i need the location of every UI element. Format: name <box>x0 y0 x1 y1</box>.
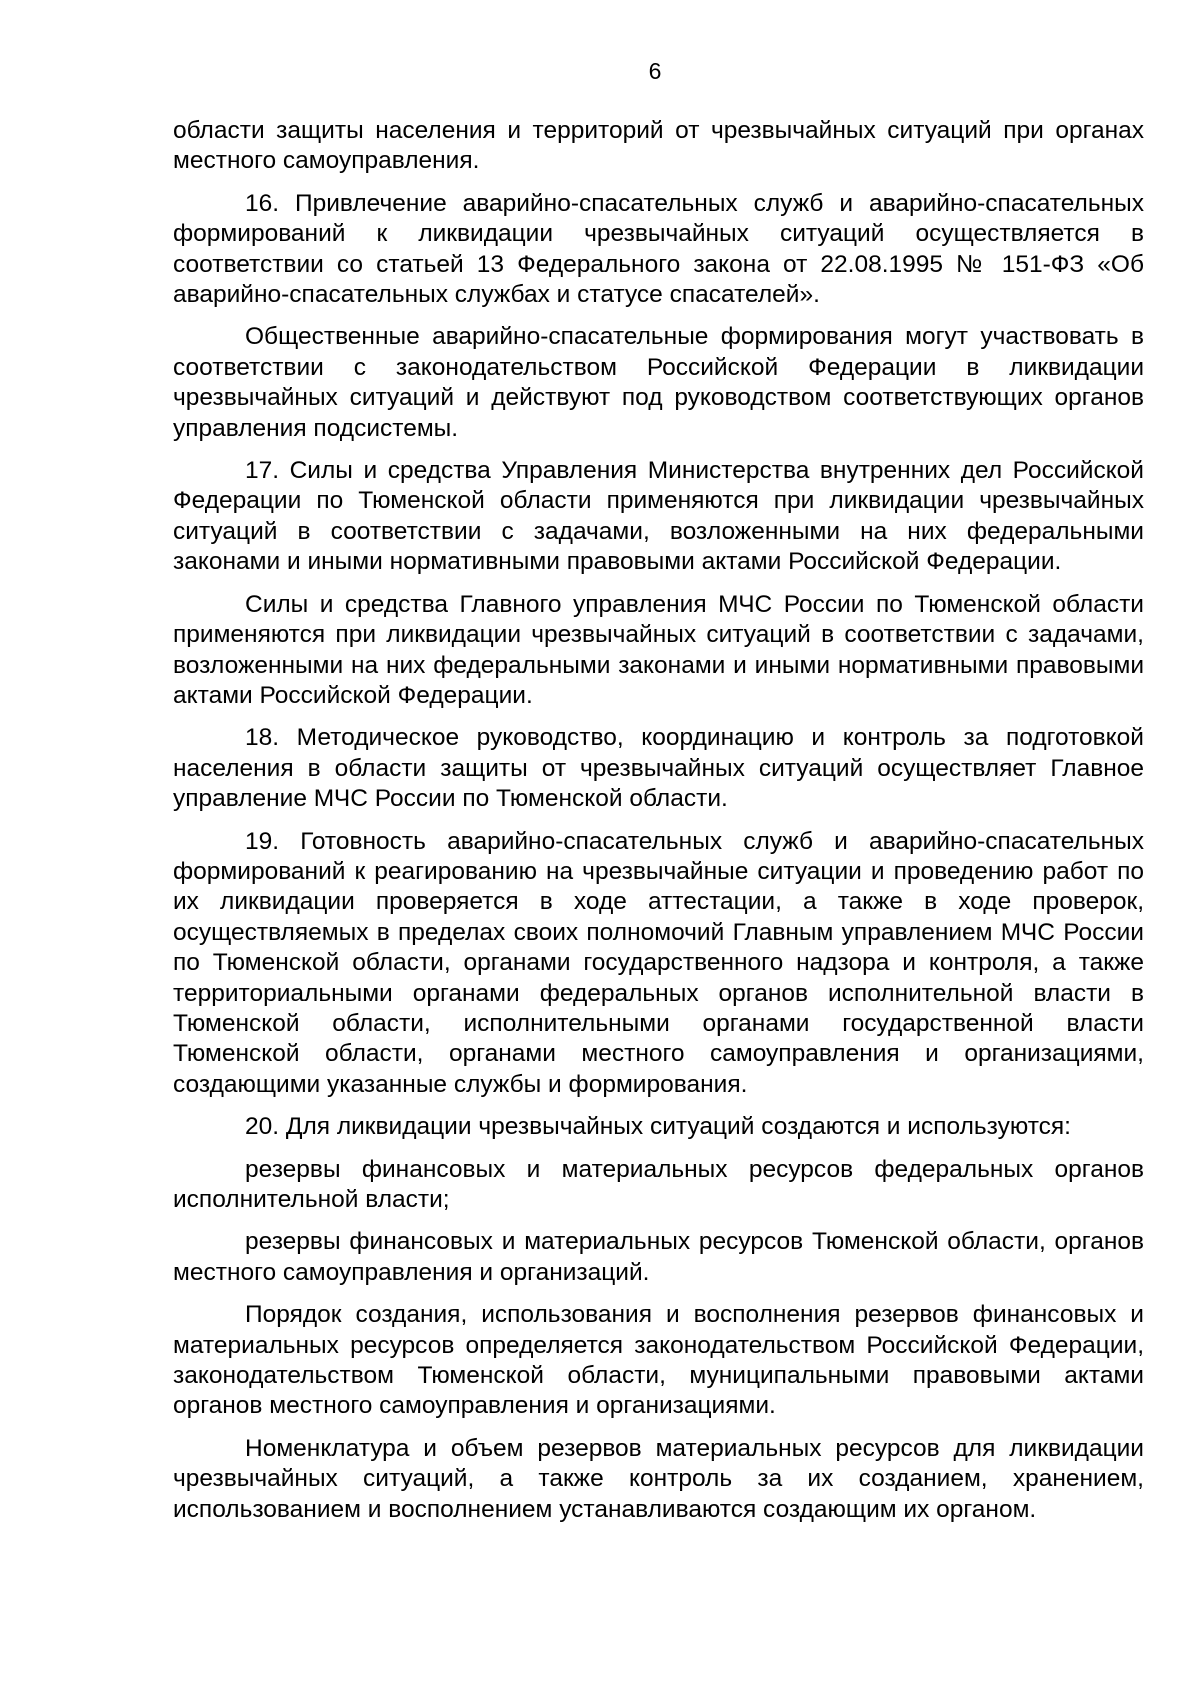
paragraph-continuation: области защиты населения и территорий от чрезвычайных ситуаций при органах местного самоуправления. <box>173 117 1144 175</box>
paragraph-reserves-nomenclature: Номенклатура и объем резервов материальных ресурсов для ликвидации чрезвычайных ситуаций, а также контроль за их созданием, хранением, использованием и восполнением устанавливаются создающим их органом. <box>173 1434 1144 1523</box>
paragraph-20: 20. Для ликвидации чрезвычайных ситуаций создаются и используются: <box>245 1113 1071 1141</box>
document-body <box>173 116 1144 1537</box>
paragraph-reserves-procedure: Порядок создания, использования и восполнения резервов финансовых и материальных ресурсов определяется законодательством Российской Федерации, законодательством Тюменской области, муниципальными правовыми актами органов местного самоуправления и организациями. <box>173 1301 1144 1420</box>
paragraph-public-formations: Общественные аварийно-спасательные формирования могут участвовать в соответствии с законодательством Российской Федерации в ликвидации чрезвычайных ситуаций и действуют под руководством соответствующих органов управления подсистемы. <box>173 323 1144 442</box>
paragraph-mchs-forces: Силы и средства Главного управления МЧС России по Тюменской области применяются при ликвидации чрезвычайных ситуаций в соответствии с задачами, возложенными на них федеральными законами и иными нормативными правовыми актами Российской Федерации. <box>173 590 1144 709</box>
paragraph-17: 17. Силы и средства Управления Министерства внутренних дел Российской Федерации по Тюменской области применяются при ликвидации чрезвычайных ситуаций в соответствии с задачами, возложенными на них федеральными законами и иными нормативными правовыми актами Российской Федерации. <box>173 457 1144 576</box>
paragraph-18: 18. Методическое руководство, координацию и контроль за подготовкой населения в области защиты от чрезвычайных ситуаций осуществляет Главное управление МЧС России по Тюменской области. <box>173 724 1144 813</box>
paragraph-16: 16. Привлечение аварийно-спасательных служб и аварийно-спасательных формирований к ликвидации чрезвычайных ситуаций осуществляется в соответствии со статьей 13 Федерального закона от 22.08.1995 № 151-ФЗ «Об аварийно-спасательных службах и статусе спасателей». <box>173 189 1144 309</box>
paragraph-regional-reserves: резервы финансовых и материальных ресурсов Тюменской области, органов местного самоуправления и организаций. <box>173 1228 1144 1286</box>
paragraph-federal-reserves: резервы финансовых и материальных ресурсов федеральных органов исполнительной власти; <box>173 1155 1144 1213</box>
page-number: 6 <box>648 58 662 84</box>
paragraph-19: 19. Готовность аварийно-спасательных служб и аварийно-спасательных формирований к реагированию на чрезвычайные ситуации и проведению работ по их ликвидации проверяется в ходе аттестации, а также в ходе проверок, осуществляемых в пределах своих полномочий Главным управлением МЧС России по Тюменской области, органами государственного надзора и контроля, а также территориальными органами федеральных органов исполнительной власти в Тюменской области, исполнительными органами государственной власти Тюменской области, органами местного самоуправления и организациями, создающими указанные службы и формирования. <box>173 827 1144 1098</box>
